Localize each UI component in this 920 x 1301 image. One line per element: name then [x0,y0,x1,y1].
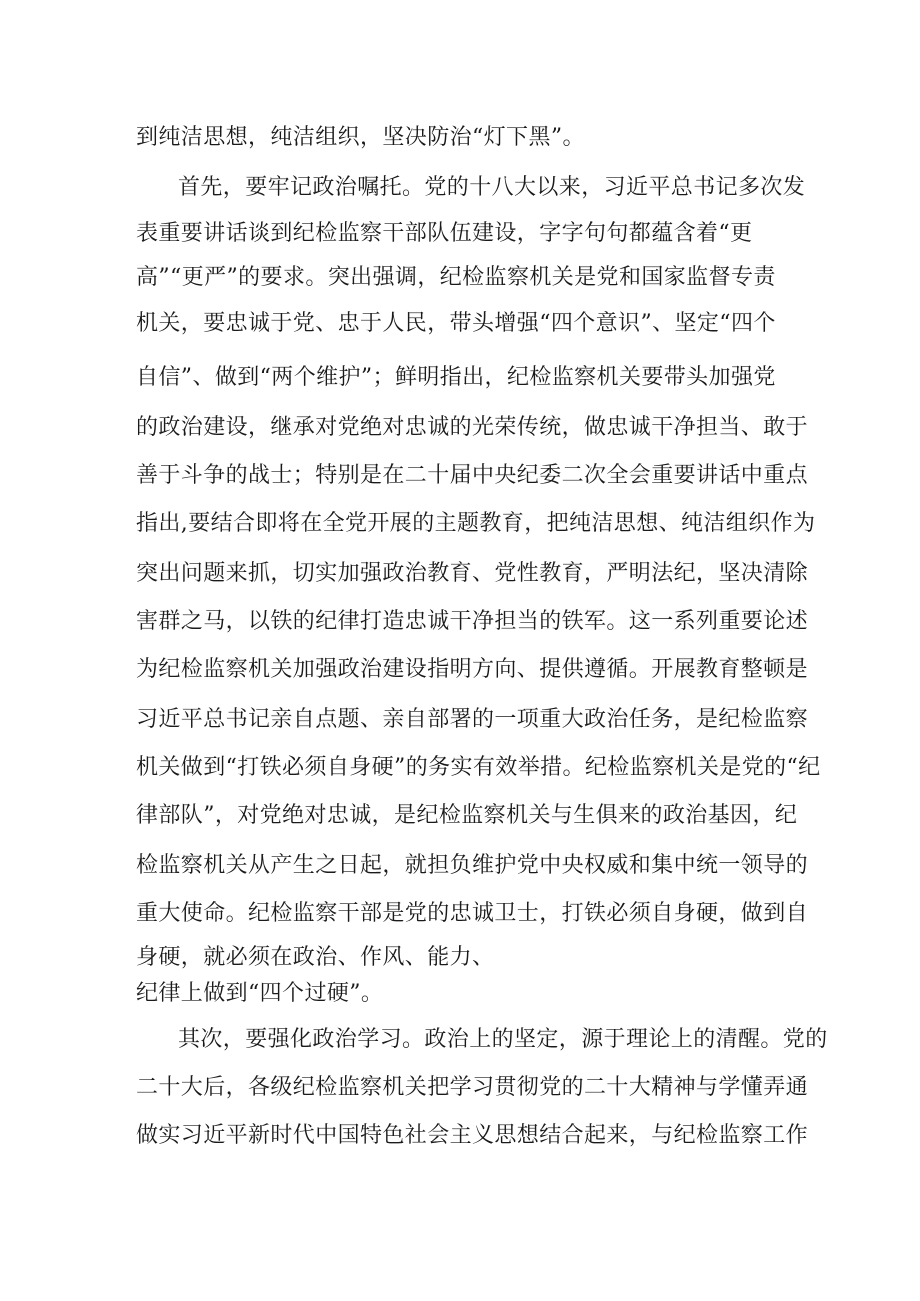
text-line: 突出问题来抓，切实加强政治教育、党性教育，严明法纪，坚决清除 [136,561,809,586]
text-line: 纪律上做到“四个过硬”。 [136,981,384,1006]
text-line: 的政治建设，继承对党绝对忠诚的光荣传统，做忠诚干净担当、敢于 [136,415,809,440]
text-line: 指出,要结合即将在全党开展的主题教育，把纯洁思想、纯洁组织作为 [136,511,816,536]
text-line: 机关做到“打铁必须自身硬”的务实有效举措。纪检监察机关是党的“纪 [136,755,821,780]
text-line: 二十大后，各级纪检监察机关把学习贯彻党的二十大精神与学懂弄通 [136,1075,809,1100]
text-line: 为纪检监察机关加强政治建设指明方向、提供遵循。开展教育整顿是 [136,657,809,682]
text-line: 机关，要忠诚于党、忠于人民，带头增强“四个意识”、坚定“四个 [136,311,776,336]
text-line: 高”“更严”的要求。突出强调，纪检监察机关是党和国家监督专责 [136,265,776,290]
text-line: 身硬，就必须在政治、作风、能力、 [136,945,495,970]
text-line: 检监察机关从产生之日起，就担负维护党中央权威和集中统一领导的 [136,853,809,878]
text-line: 重大使命。纪检监察干部是党的忠诚卫士，打铁必须自身硬，做到自 [136,901,809,926]
text-line: 习近平总书记亲自点题、亲自部署的一项重大政治任务，是纪检监察 [136,707,809,732]
text-line: 善于斗争的战士；特别是在二十届中央纪委二次全会重要讲话中重点 [136,463,809,488]
text-line: 到纯洁思想，纯洁组织，坚决防治“灯下黑”。 [136,125,585,150]
text-line: 表重要讲话谈到纪检监察干部队伍建设，字字句句都蕴含着“更 [136,221,753,246]
paragraph-first-line: 其次，要强化政治学习。政治上的坚定，源于理论上的清醒。党的 [178,1027,828,1052]
paragraph-first-line: 首先，要牢记政治嘱托。党的十八大以来，习近平总书记多次发 [178,175,806,200]
text-line: 害群之马，以铁的纪律打造忠诚干净担当的铁军。这一系列重要论述 [136,609,809,634]
text-line: 自信”、做到“两个维护”；鲜明指出，纪检监察机关要带头加强党 [136,365,776,390]
text-line: 做实习近平新时代中国特色社会主义思想结合起来，与纪检监察工作 [136,1123,809,1148]
text-line: 律部队”，对党绝对忠诚，是纪检监察机关与生俱来的政治基因，纪 [136,803,798,828]
